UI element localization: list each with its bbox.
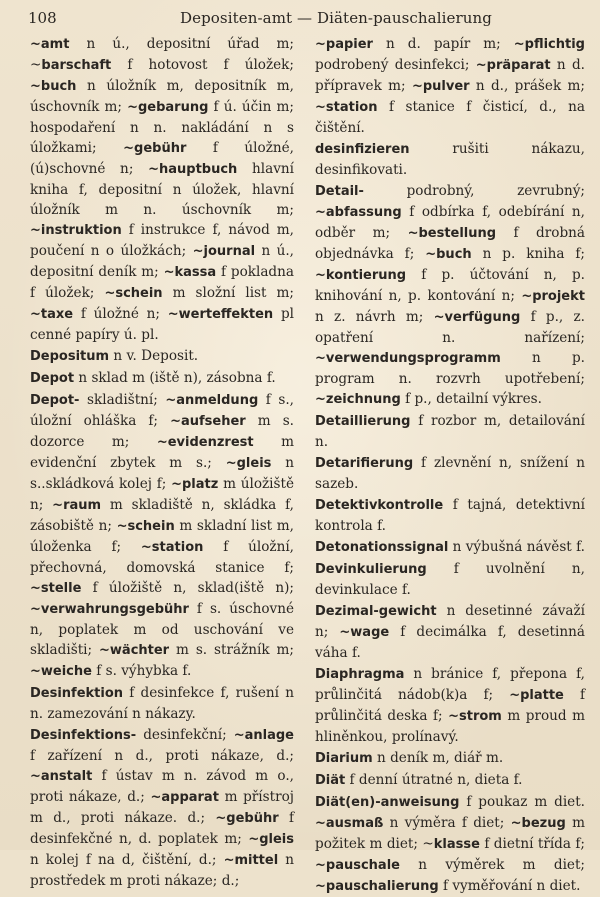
headword: ~hauptbuch [148,162,238,177]
definition: m složní list m; [162,285,294,301]
definition: f desinfekčné n, d. poplatek m; [30,810,294,847]
headword: ~verwahrungsgebühr [30,602,189,617]
definition: n d. papír m; [372,36,514,52]
headword: ~verwendungsprogramm [315,351,501,366]
definition: f p., detailní výkres. [400,391,542,407]
definition: n výměra f diet; [383,815,511,831]
definition: n p. program n. rozvrh upotřebení; [315,350,585,387]
dictionary-entry [315,495,585,536]
definition: f úložiště n, sklad(iště n); [81,580,294,596]
definition: n v. Deposit. [109,348,199,364]
headword: ~papier [315,37,373,52]
dictionary-entry [30,683,294,724]
headword: ~pulver [411,79,470,94]
definition: f s. výhybka f. [91,663,192,679]
definition: m evidenční zbytek m s.; [30,434,294,471]
headword: ~schein [104,286,163,301]
headword: Depot- [30,393,80,408]
definition: m úložiště n; [30,476,295,513]
dictionary-entry [315,748,585,769]
definition: f denní útratné n, dieta f. [345,772,523,788]
headword: ~werteffekten [167,307,274,322]
headword: ~bezug [510,816,566,831]
definition: f instrukce f, návod m, poučení n o úložkách; [30,222,294,259]
definition: f poukaz m diet. [459,794,585,810]
definition: f tajná, detektivní kontrola f. [315,497,585,534]
headword: klasse [433,837,480,852]
headword: ~präparat [475,58,551,73]
definition: m s. strážník m; [169,642,294,658]
headword: ~buch [425,247,472,262]
headword: ~schein [116,519,175,534]
definition: f p., z. opatření n. nařízení; [315,309,585,346]
dictionary-entry [315,601,585,663]
definition: m skladiště n, skládka f, zásobiště n; [30,497,294,534]
definition: f úložné n; [73,306,168,322]
definition: podrobený desinfekci; [315,57,476,73]
definition: f vyměřování n diet. [438,878,581,894]
definition: f ústav m n. závod m o., proti nákaze, d.; [30,768,294,805]
definition: n kolej f na d, čištění, d.; [30,852,224,868]
definition: n bránice f, přepona f, průlinčitá nádob(k)a f; [315,666,585,703]
definition: pl cenné papíry ú. pl. [30,306,294,343]
headword: ~abfassung [315,205,402,220]
dictionary-entry [30,390,294,682]
definition: f uvolnění n, devinkulace f. [315,561,585,598]
definition: n prostředek m proti nákaze; d.; [30,852,294,889]
headword: ~wage [339,625,390,640]
headword: ~kassa [163,265,217,280]
headword: ~anstalt [30,769,93,784]
definition: f s., úložní ohláška f; [30,392,294,429]
left-column [30,34,294,891]
headword: Depot [30,371,75,386]
definition: n s..skládková kolej f; [30,455,294,492]
definition: n úložník m, depositník m, úschovník m; [30,78,294,115]
running-head: Depositen-amt — Diäten-pauschalierung [180,9,492,27]
definition: f ú. účin m; hospodaření n n. nakládání n s úložkami; [30,99,294,156]
definition: f desinfekce f, rušení n n. zamezování n nákazy. [30,685,294,722]
headword: ~weiche [30,664,92,679]
definition: f rozbor m, detailování n. [315,413,585,450]
headword: ~strom [448,709,502,724]
dictionary-entry [315,34,585,138]
headword: ~ausmaß [315,816,384,831]
headword: ~evidenzrest [156,435,254,450]
headword: ~pauschale [315,858,400,873]
headword: Detail- [315,184,364,199]
headword: desinfizieren [315,142,410,157]
headword: ~station [140,540,204,555]
headword: ~buch [30,79,77,94]
headword: ~stelle [30,581,82,596]
headword: ~platz [171,477,219,492]
headword: ~verfügung [433,310,521,325]
dictionary-entry [315,559,585,600]
definition: f průlinčitá deska f; [315,687,586,724]
headword: Dezimal-gewicht [315,604,437,619]
definition: f drobná objednávka f; [315,225,586,262]
headword: ~aufseher [170,414,246,429]
definition: m požitek m diet; ~ [315,815,585,852]
definition: f dietní třída f; [479,836,585,852]
headword: Detarifierung [315,456,414,471]
dictionary-entry [30,725,294,891]
definition: n výměrek m diet; [399,857,585,873]
headword: ~instruktion [30,223,122,238]
headword: ~gleis [248,832,294,847]
headword: ~gebühr [123,141,187,156]
definition: m s. dozorce m; [30,413,294,450]
definition: n sklad m (iště n), zásobna f. [74,370,276,386]
definition: f pokladna f úložek; [30,264,294,301]
headword: ~projekt [521,289,585,304]
definition: m proud m hliněnkou, prolínavý. [315,708,585,745]
headword: ~bestellung [407,226,497,241]
headword: ~gleis [225,456,272,471]
definition: n p. kniha f; [471,246,586,262]
definition: podrobný, zevrubný; [363,183,585,199]
definition: f úložné, (ú)schovné n; [30,140,294,177]
definition: n ú., depositní úřad m; ~ [30,36,294,73]
definition: m skladní list m, úloženka f; [30,518,294,555]
headword: ~pflichtig [513,37,585,52]
definition: n z. návrh m; [315,309,434,325]
headword: Detaillierung [315,414,411,429]
definition: skladištní; [79,392,166,408]
headword: Detektivkontrolle [315,498,444,513]
definition: rušiti nákazu, desinfikovati. [315,141,585,178]
definition: f s. úschovné n, poplatek m od uschování ve skladišti; [30,601,294,658]
definition: f p. účtování n, p. knihování n, p. kontování n; [315,267,585,304]
page-number: 108 [28,9,57,27]
headword: Detonationssignal [315,540,449,555]
definition: n d. přípravek m; [315,57,585,94]
definition: f odbírka f, odebírání n, odběr m; [315,204,585,241]
headword: ~apparat [150,790,219,805]
headword: Diät(en)-anweisung [315,795,460,810]
headword: ~raum [52,498,102,513]
headword: ~zeichnung [315,392,401,407]
headword: ~mittel [223,853,279,868]
headword: barschaft [41,58,112,73]
headword: ~amt [30,37,70,52]
headword: Desinfektions- [30,728,137,743]
dictionary-entry [315,411,585,452]
definition: n výbušná návěst f. [448,539,585,555]
dictionary-entry [30,368,294,389]
dictionary-entry [315,770,585,791]
definition: desinfekční; [136,727,234,743]
definition: n deník m, diář m. [372,750,504,766]
headword: Depositum [30,349,110,364]
definition: n desetinné závaží n; [315,603,585,640]
headword: ~journal [192,244,256,259]
headword: ~wächter [99,643,170,658]
dictionary-entry [315,453,585,494]
definition: f decimálka f, desetinná váha f. [315,624,585,661]
definition: hlavní kniha f, depositní n úložek, hlavní úložník m n. úschovník m; [30,161,294,218]
headword: ~gebarung [127,100,209,115]
headword: Diaphragma [315,667,405,682]
dictionary-entry [30,34,294,345]
headword: Desinfektion [30,686,124,701]
definition: n ú., depositní deník m; [30,243,294,280]
headword: ~anmeldung [165,393,259,408]
definition: f zlevnění n, snížení n sazeb. [315,455,585,492]
definition: f hotovost f úložek; [111,57,294,73]
headword: ~kontierung [315,268,407,283]
definition: f zařízení n d., proti nákaze, d.; [30,748,294,764]
right-column [315,34,585,897]
dictionary-entry [30,346,294,367]
page-header [28,6,586,30]
headword: Devinkulierung [315,562,427,577]
headword: Diarium [315,751,373,766]
definition: n d., prášek m; [469,78,585,94]
headword: ~gebühr [215,811,279,826]
dictionary-entry [315,792,585,897]
headword: ~pauschalierung [315,879,439,894]
headword: ~platte [509,688,564,703]
headword: Diät [315,773,346,788]
definition: m přístroj m d., proti nákaze. d.; [30,789,294,826]
headword: ~taxe [30,307,74,322]
dictionary-entry [315,664,585,747]
headword: ~station [315,100,378,115]
definition: f úložní, přechovná, domovská stanice f; [30,539,294,576]
dictionary-entry [315,181,585,410]
headword: ~anlage [233,728,294,743]
dictionary-entry [315,537,585,558]
dictionary-entry [315,139,585,180]
definition: f stanice f čisticí, d., na čištění. [315,99,585,136]
